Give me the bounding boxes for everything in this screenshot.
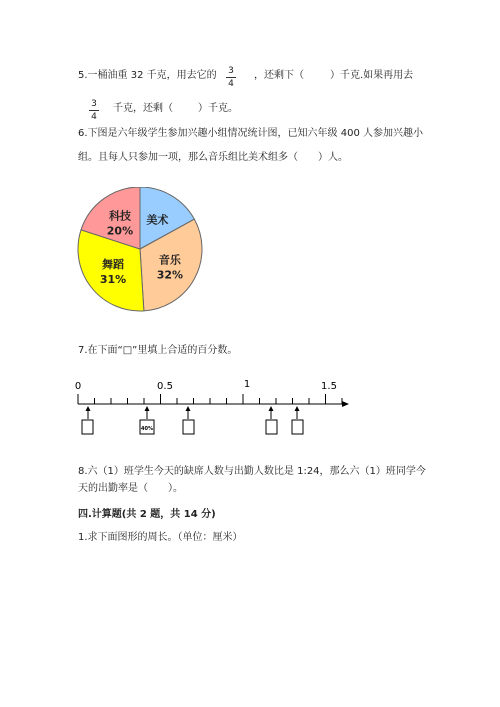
- pointer-arrowhead-3: [186, 406, 191, 411]
- q7-text: 7.在下面“□”里填上合适的百分数。: [78, 345, 238, 356]
- pie-slice-value-3: 20%: [106, 224, 134, 238]
- q5-line1-part-a: 5.一桶油重 32 千克，用去它的: [78, 70, 217, 81]
- q6-line1: 6.下图是六年级学生参加兴趣小组情况统计图，已知六年级 400 人参加兴趣小: [78, 128, 423, 139]
- q5-fraction-2: [89, 99, 99, 122]
- pointer-arrowhead-1: [86, 406, 91, 411]
- answer-box-4: [266, 420, 277, 434]
- tick-label-0: 0: [74, 381, 82, 392]
- answer-box-2-value: 40%: [141, 426, 153, 432]
- q5-fraction-1-denominator: 4: [228, 79, 234, 89]
- pointer-arrowhead-4: [269, 406, 274, 411]
- section-4-title: 四.计算题(共 2 题，共 14 分): [78, 509, 216, 520]
- q5-line1-part-b: ，还剩下（: [254, 70, 304, 81]
- pie-slice-label-3: 科技: [108, 209, 131, 223]
- pie-slice-label-2: 舞蹈: [102, 257, 125, 271]
- q5-line2-part-c: ）千克。: [198, 103, 238, 114]
- q6-line2: 组。且每人只参加一项，那么音乐组比美术组多（ ）人。: [78, 152, 348, 163]
- pie-chart: [70, 187, 210, 317]
- pie-slice-label-1: 音乐: [158, 253, 181, 267]
- q8-line2: 天的出勤率是（ ）。: [78, 483, 183, 494]
- tick-label-1: 1: [243, 379, 251, 390]
- number-line: [70, 375, 370, 445]
- tick-label-0.5: 0.5: [157, 381, 173, 392]
- tick-label-1.5: 1.5: [321, 381, 337, 392]
- q5-line1-part-c: ）千克.如果再用去: [330, 70, 414, 81]
- section-4-q1: 1.求下面图形的周长。（单位：厘米）: [78, 532, 243, 543]
- q5-fraction-2-denominator: 4: [91, 112, 97, 122]
- answer-box-3: [183, 420, 194, 434]
- pointer-arrowhead-5: [295, 406, 300, 411]
- pointer-arrowhead-2: [145, 406, 150, 411]
- pie-slice-label-0: 美术: [146, 213, 169, 227]
- pie-slice-value-2: 31%: [99, 272, 127, 286]
- q5-line2-part-b: 千克，还剩（: [113, 103, 173, 114]
- answer-box-5: [292, 420, 303, 434]
- pie-slice-value-1: 32%: [156, 268, 184, 282]
- q5-fraction-1-numerator: 3: [228, 66, 234, 76]
- answer-box-1: [82, 420, 93, 434]
- q5-fraction-2-numerator: 3: [91, 99, 97, 109]
- q8-line1: 8.六（1）班学生今天的缺席人数与出勤人数比是 1:24，那么六（1）班同学今: [78, 466, 426, 477]
- q5-fraction-1: [226, 66, 236, 89]
- number-line-arrowhead: [342, 401, 349, 407]
